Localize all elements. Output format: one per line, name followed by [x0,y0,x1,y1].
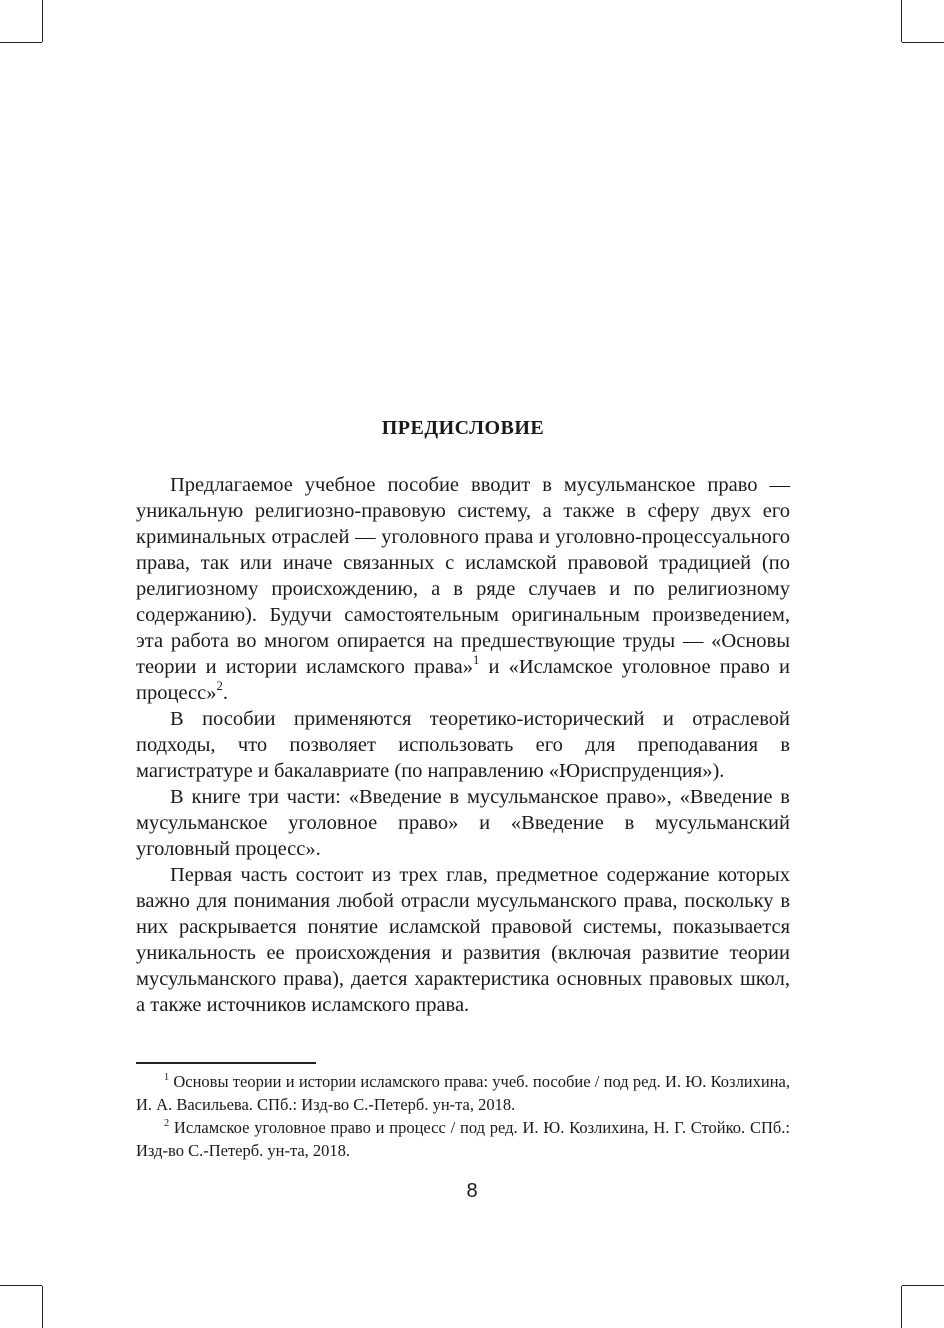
body-text [136,472,790,1018]
footnote-2 [136,1116,790,1162]
crop-mark-top-left-horizontal [0,42,42,43]
footnote-divider [136,1062,316,1064]
page-number: 8 [466,1180,478,1202]
footnotes [136,1070,790,1162]
footnote-1-text: Основы теории и истории исламского права: учеб. пособие / под ред. И. Ю. Козлихина, И. А. Васильева. СПб.: Изд-во С.-Петерб. ун-та, 2018. [136,1072,790,1114]
paragraph-2: В пособии применяются теоретико-исторический и отраслевой подходы, что позволяет использовать его для преподавания в магистратуре и бакалавриате (по направлению «Юриспруденция»). [136,708,790,782]
crop-mark-bottom-right-vertical [901,1286,902,1328]
footnote-ref-2: 2 [216,679,223,694]
crop-mark-top-left-vertical [42,0,43,42]
paragraph-4: Первая часть состоит из трех глав, предметное содержание которых важно для понимания любой отрасли мусульманского права, поскольку в них раскрывается понятие исламской правовой системы, показывается уникальность ее происхождения и развития (включая развитие теории мусульманского права), дается характеристика основных правовых школ, а также источников исламского права. [136,864,790,1016]
page-title: ПРЕДИСЛОВИЕ [381,417,545,439]
footnote-1-number: 1 [164,1071,170,1083]
paragraph-3: В книге три части: «Введение в мусульманское право», «Введение в мусульманское уголовное право» и «Введение в мусульманский уголовный процесс». [136,786,790,860]
crop-mark-top-right-horizontal [902,42,944,43]
crop-mark-bottom-right-horizontal [902,1285,944,1286]
paragraph-1-text-b: и «Исламское уголовное право и процесс» [136,656,790,704]
crop-mark-bottom-left-horizontal [0,1285,42,1286]
crop-mark-top-right-vertical [901,0,902,42]
footnote-ref-1: 1 [473,653,480,668]
paragraph-1 [136,472,790,706]
footnote-1 [136,1070,790,1116]
crop-mark-bottom-left-vertical [42,1286,43,1328]
paragraph-1-text-a: Предлагаемое учебное пособие вводит в мусульманское право — уникальную религиозно-правовую систему, а также в сферу двух его криминальных отраслей — уголовного права и уголовно-процессуального права, так или иначе связанных с исламской правовой традицией (по религиозному происхождению, а в ряде случаев и по религиозному содержанию). Будучи самостоятельным оригинальным произведением, эта работа во многом опирается на предшествующие труды — «Основы теории и истории исламского права» [136,474,790,678]
footnote-2-text: Исламское уголовное право и процесс / под ред. И. Ю. Козлихина, Н. Г. Стойко. СПб.: Изд-во С.-Петерб. ун-та, 2018. [136,1118,790,1160]
paragraph-1-text-c: . [222,682,228,704]
footnote-2-number: 2 [164,1117,170,1129]
